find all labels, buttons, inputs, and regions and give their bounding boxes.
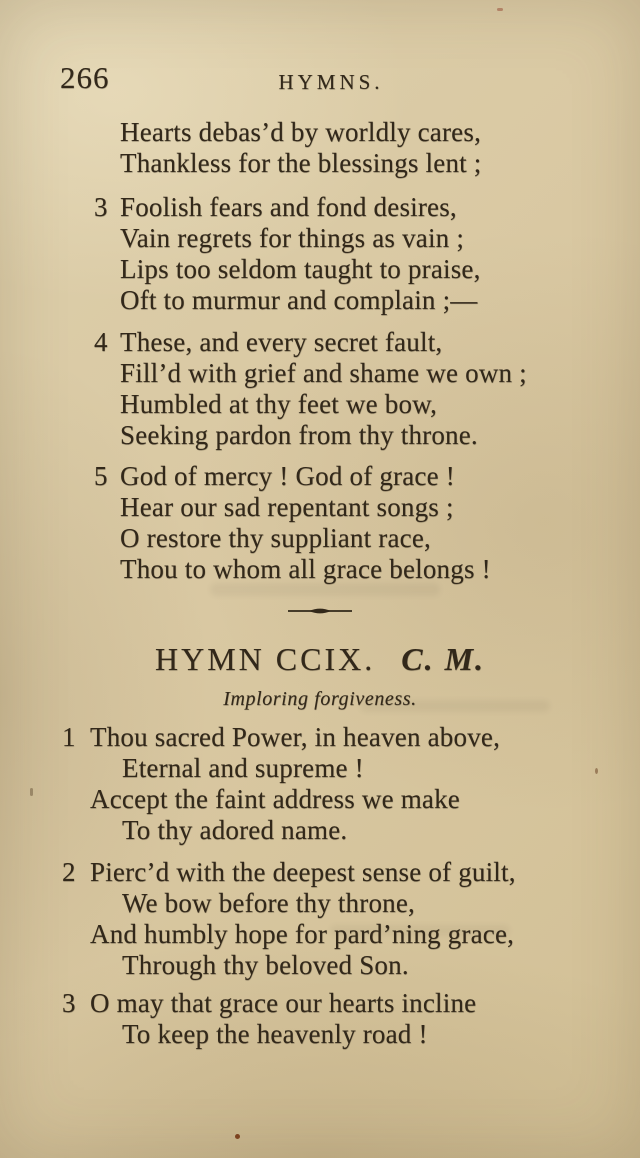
verse-line: And humbly hope for pard’ning grace,	[90, 919, 515, 949]
verse-number: 5	[94, 461, 108, 491]
verse-line: Fill’d with grief and shame we own ;	[120, 358, 527, 388]
line-diamond-ornament-icon	[287, 605, 353, 617]
verse-line: Foolish fears and fond desires,	[120, 192, 457, 222]
verse-number: 2	[62, 857, 76, 887]
verse-line: Hearts debas’d by worldly cares,	[120, 117, 482, 147]
section-divider	[0, 604, 640, 622]
verse-line: We bow before thy throne,	[122, 888, 415, 918]
verse-line: Eternal and supreme !	[122, 753, 364, 783]
paper-speck	[497, 8, 503, 11]
verse-line: Thankless for the blessings lent ;	[120, 148, 482, 178]
verse-line: Hear our sad repentant songs ;	[120, 492, 454, 522]
verse-line: To keep the heavenly road !	[122, 1019, 428, 1049]
verse-line: Oft to murmur and complain ;—	[120, 285, 478, 315]
verse-line: Vain regrets for things as vain ;	[120, 223, 465, 253]
hymn-title: HYMN CCIX.	[154, 641, 376, 677]
verse-line: O restore thy suppliant race,	[120, 523, 431, 553]
paper-speck	[30, 788, 33, 796]
verse-number: 4	[94, 327, 108, 357]
paper-speck	[595, 768, 598, 774]
verse-line: Thou sacred Power, in heaven above,	[90, 722, 501, 752]
verse-line: Lips too seldom taught to praise,	[120, 254, 481, 284]
verse-line: O may that grace our hearts incline	[90, 988, 477, 1018]
running-header: HYMNS.	[278, 70, 384, 94]
verse-line: Pierc’d with the deepest sense of guilt,	[90, 857, 516, 887]
verse-line: Seeking pardon from thy throne.	[120, 420, 478, 450]
paper-speck	[235, 1134, 240, 1139]
verse-number: 1	[62, 722, 76, 752]
verse-line: Accept the faint address we make	[90, 784, 460, 814]
verse-number: 3	[94, 192, 108, 222]
verse-line: God of mercy ! God of grace !	[120, 461, 455, 491]
hymn-subtitle: Imploring forgiveness.	[223, 688, 417, 710]
verse-line: Humbled at thy feet we bow,	[120, 389, 438, 419]
page-number: 266	[60, 60, 110, 95]
verse-line: Through thy beloved Son.	[122, 950, 409, 980]
verse-line: These, and every secret fault,	[120, 327, 443, 357]
verse-line: To thy adored name.	[122, 815, 348, 845]
verse-line: Thou to whom all grace belongs !	[120, 554, 491, 584]
hymn-heading	[0, 641, 640, 678]
hymn-meter: C. M.	[401, 641, 486, 677]
verse-number: 3	[62, 988, 76, 1018]
